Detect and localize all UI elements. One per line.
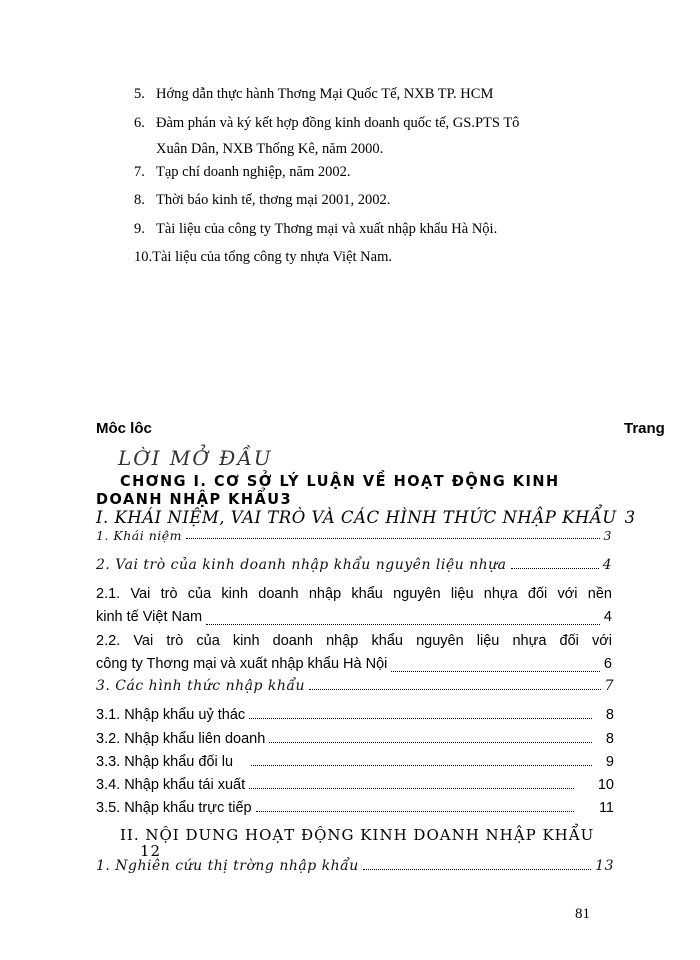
dot-leader [309,687,601,690]
toc-row: 1. Nghiên cứu thị trờng nhập khẩu 13 [96,858,614,874]
reference-item: 5. Hớng dẫn thực hành Thơng Mại Quốc Tế, NXB TP. HCM [134,86,494,102]
chapter-heading-cont: DOANH NHẬP KHẨU3 [96,491,293,509]
toc-row: 3.4. Nhập khẩu tái xuất 10 [96,777,614,793]
reference-item: 10.Tài liệu của tổng công ty nhựa Việt Nam. [134,249,392,265]
toc-row: 1. Khái niệm 3 [96,528,612,543]
toc-row-wrapped: 2.2. Vai trò của kinh doanh nhập khẩu nguyên liệu nhựa đối với công ty Thơng mại và xuất nhập khẩu Hà Nội 6 [96,633,612,672]
reference-item: 6. Đàm phán và ký kết hợp đồng kinh doanh quốc tế, GS.PTS Tô Xuân Dân, NXB Thống Kê, năm 2000. [134,115,520,157]
dot-leader [249,716,592,719]
dot-leader [251,763,592,766]
toc-row: 3.1. Nhập khẩu uỷ thác 8 [96,707,614,723]
dot-leader [391,669,600,672]
toc-row: 3.2. Nhập khẩu liên doanh 8 [96,731,614,747]
chapter-heading: CHƠNG I. CƠ SỞ LÝ LUẬN VỀ HOẠT ĐỘNG KINH [120,473,560,491]
reference-item: 7. Tạp chí doanh nghiệp, năm 2002. [134,164,351,180]
section-heading: II. NỘI DUNG HOẠT ĐỘNG KINH DOANH NHẬP KHẨU [120,826,595,844]
dot-leader [249,786,574,789]
dot-leader [206,622,600,625]
toc-row-wrapped: 2.1. Vai trò của kinh doanh nhập khẩu nguyên liệu nhựa đối với nền kinh tế Việt Nam 4 [96,586,612,625]
dot-leader [511,566,599,569]
dot-leader [186,536,600,539]
toc-page-header: Trang [624,420,665,437]
reference-item: 9. Tài liệu của công ty Thơng mại và xuất nhập khẩu Hà Nội. [134,221,498,237]
toc-row: 2. Vai trò của kinh doanh nhập khẩu nguyên liệu nhựa 4 [96,557,612,573]
page-number: 81 [575,906,590,922]
toc-row: 3.3. Nhập khẩu đối lu 9 [96,754,614,770]
toc-row: 3.5. Nhập khẩu trực tiếp 11 [96,800,614,816]
intro-heading: LỜI MỞ ĐẦU [118,446,273,470]
toc-title: Môc lôc [96,420,152,437]
dot-leader [256,809,574,812]
dot-leader [363,867,591,870]
dot-leader [269,740,592,743]
toc-section-row: I. KHÁI NIỆM, VAI TRÒ VÀ CÁC HÌNH THỨC NHẬP KHẨU 3 [96,508,636,527]
toc-row: 3. Các hình thức nhập khẩu 7 [96,678,614,694]
section-page: 12 [140,842,162,860]
reference-item: 8. Thời báo kinh tế, thơng mại 2001, 2002. [134,192,391,208]
